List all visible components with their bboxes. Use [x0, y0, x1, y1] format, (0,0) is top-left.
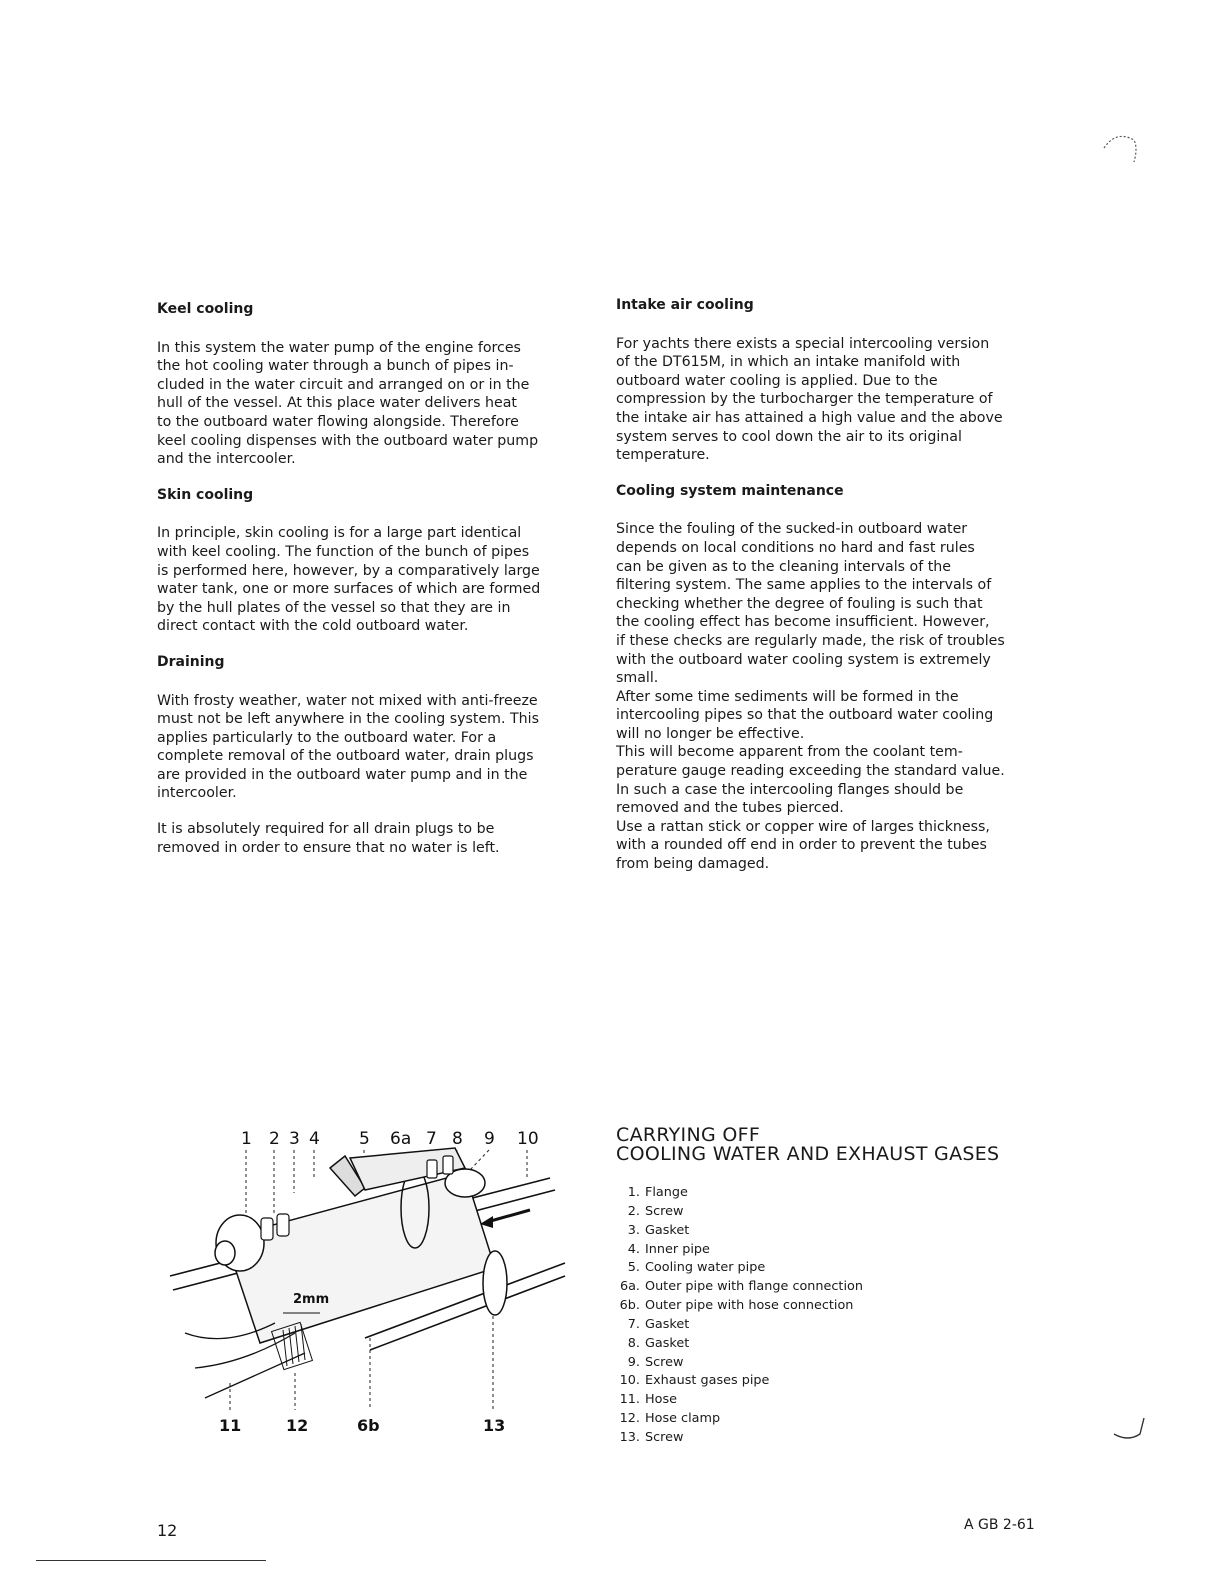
maintenance-text-1: Since the fouling of the sucked-in outboard water depends on local conditions no hard and fast rules can be given as to the cleaning intervals of the filtering system. The same applies to the intervals of checking whether the degree of fouling is such that the cooling effect has become insufficient. However, if these checks are regularly made, the risk of troubles with the outboard water cooling system is extremely small. [616, 521, 1005, 687]
legend-item: 12. Hose clamp [619, 1411, 721, 1427]
right-column [616, 296, 1036, 874]
binder-hole-mark [1098, 128, 1142, 172]
left-column [157, 300, 577, 874]
maintenance-text-2: After some time sediments will be formed in the intercooling pipes so that the outboard water cooling will no longer be effective. [616, 688, 994, 742]
draining-text-1: With frosty weather, water not mixed with anti-freeze must not be left anywhere in the cooling system. This applies particularly to the outboard water. For a complete removal of the outboard water, drain plugs are provided in the outboard water pump and in the intercooler. [157, 692, 540, 802]
flow-arrow-icon [480, 1210, 530, 1228]
callout-9: 9 [484, 1129, 495, 1149]
section-title-line-2: COOLING WATER AND EXHAUST GASES [616, 1143, 1000, 1165]
callout-8: 8 [452, 1129, 463, 1149]
gap-2mm-label: 2mm [293, 1292, 330, 1307]
callout-10: 10 [517, 1129, 539, 1149]
legend-item: 8. Gasket [627, 1335, 690, 1351]
maintenance-text-4: Use a rattan stick or copper wire of larges thickness, with a rounded off end in order to prevent the tubes from being damaged. [616, 818, 990, 873]
legend-item: 7. Gasket [627, 1316, 690, 1332]
section-title [616, 1126, 999, 1164]
section-title-line-1: CARRYING OFF [616, 1124, 761, 1146]
legend-item: 1. Flange [627, 1185, 688, 1200]
callout-13: 13 [483, 1416, 506, 1435]
callout-12: 12 [286, 1416, 309, 1435]
legend-item: 5. Cooling water pipe [627, 1260, 766, 1276]
callout-6a: 6a [390, 1129, 412, 1149]
draining-text-2: It is absolutely required for all drain plugs to be removed in order to ensure that no water is left. [157, 821, 500, 856]
intake-air-cooling-text: For yachts there exists a special intercooling version of the DT615M, in which an intake manifold with outboard water cooling is applied. Due to the compression by the turbocharger the temperature of the intake air has attained a high value and the above system serves to cool down the air to its original temperature. [616, 335, 1003, 464]
parts-legend [618, 1184, 863, 1448]
maintenance-text-3: This will become apparent from the coolant tem- perature gauge reading exceeding the standard value. In such a case the intercooling flanges should be removed and the tubes pierced. [616, 744, 1005, 817]
legend-item: 13. Screw [619, 1429, 684, 1445]
callout-11: 11 [219, 1416, 242, 1435]
diagram-svg [165, 1118, 575, 1448]
keel-cooling-heading: Keel cooling [157, 301, 254, 317]
skin-cooling-heading: Skin cooling [157, 486, 254, 503]
callout-3: 3 [289, 1129, 300, 1149]
legend-item: 2. Screw [627, 1203, 684, 1219]
document-code: A GB 2-61 [964, 1517, 1035, 1533]
legend-item: 3. Gasket [627, 1222, 690, 1238]
binder-hole-mark-bottom [1110, 1416, 1150, 1444]
callout-6b: 6b [357, 1416, 380, 1435]
maintenance-heading: Cooling system maintenance [616, 482, 844, 499]
exhaust-pipe-diagram [165, 1118, 575, 1448]
skin-cooling-text: In principle, skin cooling is for a large part identical with keel cooling. The function of the bunch of pipes is performed here, however, by a comparatively large water tank, one or more surfaces of which are formed by the hull plates of the vessel so that they are in direct contact with the cold outboard water. [157, 525, 541, 635]
keel-cooling-text: In this system the water pump of the engine forces the hot cooling water through a bunch of pipes in- cluded in the water circuit and arranged on or in the hull of the vessel. At this place water delivers heat to the outboard water flowing alongside. Therefore keel cooling dispenses with the outboard water pump and the intercooler. [157, 339, 539, 468]
callout-7: 7 [426, 1129, 437, 1149]
legend-item: 10. Exhaust gases pipe [619, 1373, 770, 1389]
callout-4: 4 [309, 1129, 320, 1149]
callout-5: 5 [359, 1129, 370, 1149]
legend-item: 6b. Outer pipe with hose connection [619, 1298, 854, 1314]
callout-1: 1 [241, 1129, 252, 1149]
legend-item: 4. Inner pipe [627, 1241, 710, 1257]
legend-item: 11. Hose [619, 1392, 677, 1408]
draining-heading: Draining [157, 653, 225, 670]
page-number: 12 [157, 1521, 178, 1540]
scan-edge-line [36, 1560, 266, 1561]
callout-2: 2 [269, 1129, 280, 1149]
legend-item: 6a. Outer pipe with flange connection [619, 1279, 863, 1295]
intake-air-cooling-heading: Intake air cooling [616, 297, 754, 313]
legend-item: 9. Screw [627, 1354, 684, 1370]
